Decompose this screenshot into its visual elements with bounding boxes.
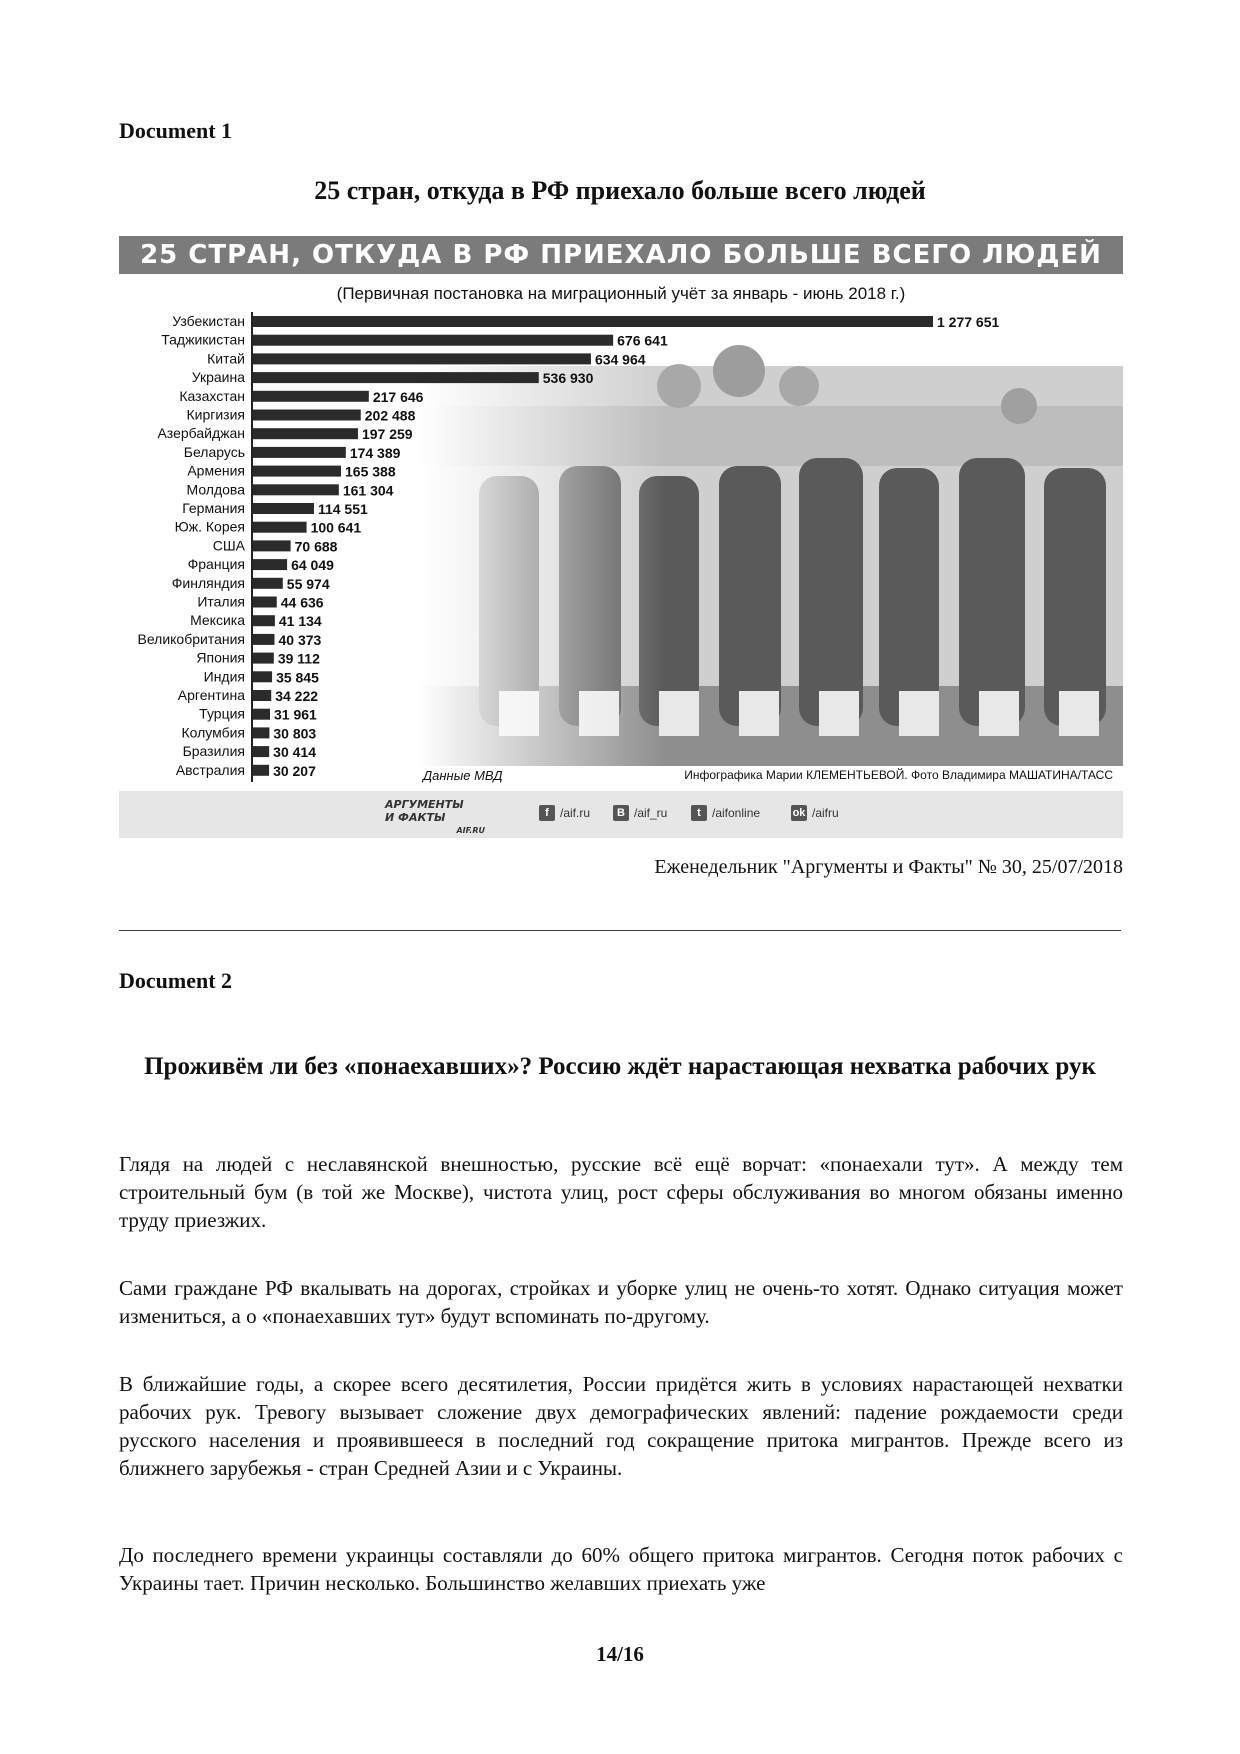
bar	[253, 727, 269, 738]
bar	[253, 316, 933, 327]
value-label: 31 961	[274, 706, 317, 723]
value-label: 197 259	[361, 426, 413, 443]
value-label: 161 304	[342, 482, 394, 499]
paragraph: Сами граждане РФ вкалывать на дорогах, стройках и уборке улиц не очень-то хотят. Однако ситуация может измениться, а о «понаехавших тут» будут вспоминать по-другому.	[119, 1276, 1123, 1328]
facebook-icon: f	[539, 805, 555, 821]
category-label: Армения	[187, 462, 245, 479]
bar	[253, 765, 269, 776]
social-twitter[interactable]	[691, 805, 760, 821]
bar	[253, 597, 277, 608]
bar	[253, 428, 358, 439]
infographic-banner: 25 СТРАН, ОТКУДА В РФ ПРИЕХАЛО БОЛЬШЕ ВСЕГО ЛЮДЕЙ	[119, 236, 1123, 274]
infographic-subtitle: (Первичная постановка на миграционный учёт за январь - июнь 2018 г.)	[336, 284, 906, 303]
category-label: Юж. Корея	[174, 518, 245, 535]
value-label: 100 641	[310, 519, 362, 536]
social-label: /aif.ru	[560, 806, 591, 820]
bar	[253, 671, 272, 682]
category-label: Казахстан	[179, 387, 245, 404]
category-label: Мексика	[190, 612, 245, 629]
paragraph: Глядя на людей с неславянской внешностью, русские всё ещё ворчат: «понаехали тут». А между тем строительный бум (в той же Москве), чистота улиц, рост сферы обслуживания во многом обязаны именно труду приезжих.	[119, 1152, 1123, 1232]
category-label: Турция	[199, 705, 245, 722]
category-label: Колумбия	[181, 724, 245, 741]
bar	[253, 746, 269, 757]
document-2-title: Проживём ли без «понаехавших»? Россию ждёт нарастающая нехватка рабочих рук	[144, 1053, 1096, 1080]
social-label: /aifonline	[712, 806, 761, 820]
category-label: Беларусь	[183, 443, 245, 460]
value-label: 55 974	[286, 575, 330, 592]
social-vk[interactable]	[613, 805, 667, 821]
logo-line-2: И ФАКТЫ	[385, 811, 446, 824]
infographic	[119, 236, 1123, 838]
value-label: 30 207	[273, 762, 316, 779]
category-label: Франция	[187, 556, 245, 573]
value-label: 1 277 651	[937, 314, 1000, 330]
odnoklassniki-icon: ok	[792, 807, 806, 819]
category-label: Молдова	[186, 481, 245, 498]
value-label: 676 641	[617, 332, 668, 349]
bar	[253, 466, 341, 477]
value-label: 70 688	[294, 538, 338, 555]
bar	[253, 709, 270, 720]
category-label: Германия	[182, 500, 245, 516]
value-label: 35 845	[276, 669, 319, 686]
category-label: Узбекистан	[172, 313, 245, 329]
category-label: Таджикистан	[161, 331, 245, 348]
document-2-label: Document 2	[119, 968, 233, 993]
photo-backdrop	[419, 345, 1123, 766]
category-label: США	[212, 537, 245, 554]
category-label: Азербайджан	[157, 425, 245, 442]
category-label: Киргизия	[186, 406, 245, 423]
bar	[253, 335, 613, 346]
bar	[253, 634, 274, 645]
value-label: 44 636	[280, 594, 324, 611]
value-label: 41 134	[278, 613, 322, 630]
bar	[253, 372, 539, 383]
value-label: 536 930	[542, 370, 594, 387]
value-label: 30 803	[273, 725, 317, 742]
social-label: /aif_ru	[634, 806, 668, 820]
bar	[253, 559, 287, 570]
bar	[253, 503, 314, 514]
category-label: Великобритания	[137, 630, 245, 647]
aif-logo	[385, 798, 485, 837]
logo-line-1: АРГУМЕНТЫ	[385, 798, 464, 811]
page-number: 14/16	[596, 1642, 644, 1666]
category-label: Украина	[191, 369, 245, 386]
bar	[253, 410, 361, 421]
value-label: 165 388	[345, 463, 396, 480]
value-label: 174 389	[349, 444, 401, 461]
bar	[253, 615, 275, 626]
bar	[253, 653, 274, 664]
paragraph: В ближайшие годы, а скорее всего десятилетия, России придётся жить в условиях нарастающей нехватки рабочих рук. Тревогу вызывает сложение двух демографических явлений: падение рождаемости среди русского населения и проявившееся в последний год сокращение притока мигрантов. Прежде всего из ближнего зарубежья - стран Средней Азии и с Украины.	[119, 1372, 1123, 1480]
twitter-icon: t	[691, 805, 707, 821]
infographic-credit: Инфографика Марии КЛЕМЕНТЬЕВОЙ. Фото Владимира МАШАТИНА/ТАСС	[684, 768, 1113, 782]
bar	[253, 578, 283, 589]
value-label: 114 551	[317, 501, 368, 517]
bar	[253, 484, 339, 495]
value-label: 202 488	[364, 407, 416, 424]
category-label: Китай	[207, 350, 245, 367]
social-label: /aifru	[812, 806, 839, 820]
document-1-title: 25 стран, откуда в РФ приехало больше всего людей	[314, 176, 926, 205]
section-divider	[119, 930, 1121, 931]
category-label: Аргентина	[177, 687, 245, 703]
value-label: 40 373	[278, 631, 322, 648]
value-label: 30 414	[273, 744, 317, 761]
bar	[253, 447, 346, 458]
bar	[253, 522, 307, 533]
social-facebook[interactable]	[539, 805, 590, 821]
vk-icon: B	[613, 805, 629, 821]
bar-chart	[119, 236, 1123, 791]
category-label: Япония	[196, 649, 245, 666]
category-label: Бразилия	[182, 743, 245, 760]
category-label: Индия	[203, 668, 245, 685]
bar	[253, 391, 369, 402]
paragraph: До последнего времени украинцы составляли до 60% общего притока мигрантов. Сегодня поток рабочих с Украины тает. Причин несколько. Большинство желавших приехать уже	[119, 1543, 1123, 1595]
category-label: Финляндия	[171, 574, 245, 591]
category-label: Италия	[197, 593, 245, 610]
value-label: 217 646	[372, 388, 424, 405]
infographic-source: Данные МВД	[423, 768, 503, 783]
value-label: 64 049	[291, 557, 334, 574]
value-label: 634 964	[594, 351, 646, 368]
value-label: 39 112	[277, 650, 320, 667]
bar	[253, 690, 271, 701]
social-odnoklassniki[interactable]	[791, 805, 839, 821]
bar	[253, 353, 591, 364]
document-1-label: Document 1	[119, 118, 233, 143]
value-label: 34 222	[275, 688, 319, 704]
bar	[253, 540, 291, 551]
infographic-footer	[119, 791, 1123, 838]
logo-domain: AIF.RU	[456, 826, 485, 835]
category-label: Австралия	[175, 761, 245, 778]
source-caption: Еженедельник "Аргументы и Факты" № 30, 25/07/2018	[654, 856, 1123, 878]
